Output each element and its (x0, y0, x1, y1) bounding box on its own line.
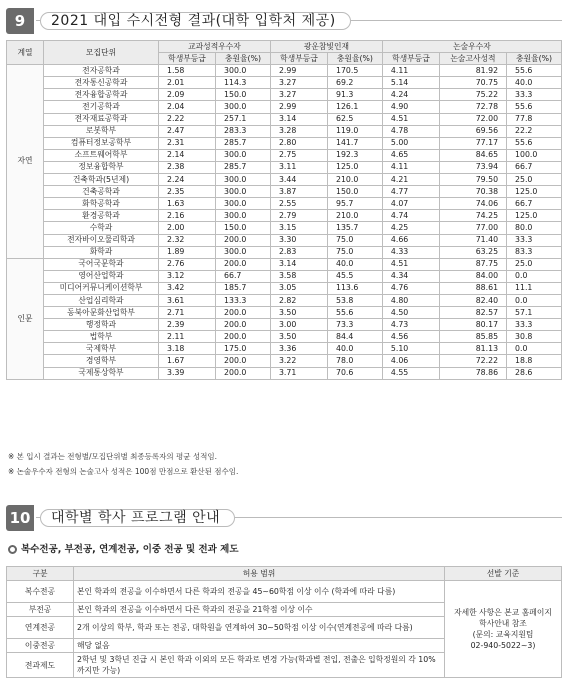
value-cell: 3.28 (270, 125, 327, 137)
unit-cell: 환경공학과 (44, 210, 159, 222)
program-scope: 본인 학과의 전공을 이수하면서 다른 학과의 전공을 21학점 이상 이수 (74, 603, 445, 617)
program-scope: 2학년 및 3학년 진급 시 본인 학과 이외의 모든 학과로 변경 가능(학과별 전입, 전출은 입학정원의 각 10%까지만 가능) (74, 653, 445, 678)
value-cell: 4.34 (382, 270, 439, 282)
value-cell: 77.17 (439, 137, 506, 149)
table-row (7, 319, 562, 331)
value-cell: 4.25 (382, 222, 439, 234)
value-cell: 4.78 (382, 125, 439, 137)
table-row (7, 343, 562, 355)
value-cell: 72.22 (439, 355, 506, 367)
value-cell: 81.13 (439, 343, 506, 355)
value-cell: 71.40 (439, 234, 506, 246)
unit-cell: 동북아문화산업학부 (44, 307, 159, 319)
value-cell: 11.1 (507, 282, 562, 294)
value-cell: 75.0 (327, 234, 382, 246)
value-cell: 2.83 (270, 246, 327, 258)
value-cell: 70.75 (439, 77, 506, 89)
table-row (7, 331, 562, 343)
value-cell: 91.3 (327, 89, 382, 101)
value-cell: 113.6 (327, 282, 382, 294)
unit-cell: 컴퓨터정보공학부 (44, 137, 159, 149)
value-cell: 119.0 (327, 125, 382, 137)
value-cell: 3.87 (270, 186, 327, 198)
track-cell: 인문 (7, 258, 44, 379)
note: ※ 논술우수자 전형의 논술고사 성적은 100점 만점으로 환산된 점수임. (8, 467, 239, 476)
value-cell: 72.00 (439, 113, 506, 125)
unit-cell: 법학부 (44, 331, 159, 343)
value-cell: 300.0 (216, 246, 271, 258)
unit-cell: 경영학부 (44, 355, 159, 367)
value-cell: 4.76 (382, 282, 439, 294)
unit-cell: 국제학부 (44, 343, 159, 355)
value-cell: 5.00 (382, 137, 439, 149)
table-row (7, 161, 562, 173)
value-cell: 200.0 (216, 307, 271, 319)
value-cell: 3.18 (159, 343, 216, 355)
value-cell: 4.11 (382, 65, 439, 77)
table-row (7, 125, 562, 137)
notes (8, 449, 238, 479)
value-cell: 66.7 (507, 161, 562, 173)
value-cell: 85.85 (439, 331, 506, 343)
table-row (7, 89, 562, 101)
value-cell: 200.0 (216, 331, 271, 343)
value-cell: 3.39 (159, 367, 216, 379)
value-cell: 3.50 (270, 331, 327, 343)
program-subtitle-text: 복수전공, 부전공, 연계전공, 이중 전공 및 전과 제도 (21, 544, 239, 555)
value-cell: 84.4 (327, 331, 382, 343)
value-cell: 4.56 (382, 331, 439, 343)
value-cell: 0.0 (507, 270, 562, 282)
value-cell: 1.63 (159, 198, 216, 210)
value-cell: 114.3 (216, 77, 271, 89)
value-cell: 200.0 (216, 234, 271, 246)
value-cell: 82.40 (439, 294, 506, 306)
value-cell: 70.38 (439, 186, 506, 198)
value-cell: 4.11 (382, 161, 439, 173)
value-cell: 1.89 (159, 246, 216, 258)
value-cell: 185.7 (216, 282, 271, 294)
value-cell: 2.38 (159, 161, 216, 173)
value-cell: 78.0 (327, 355, 382, 367)
value-cell: 75.22 (439, 89, 506, 101)
value-cell: 2.39 (159, 319, 216, 331)
value-cell: 3.61 (159, 294, 216, 306)
value-cell: 30.8 (507, 331, 562, 343)
value-cell: 300.0 (216, 186, 271, 198)
table-row (7, 137, 562, 149)
value-cell: 300.0 (216, 198, 271, 210)
value-cell: 62.5 (327, 113, 382, 125)
group-b: 광운참빛인재 (270, 41, 382, 53)
unit-cell: 전자통신공학과 (44, 77, 159, 89)
unit-cell: 전자재료공학과 (44, 113, 159, 125)
col-scope: 허용 범위 (74, 567, 445, 581)
sub-b1: 학생부등급 (270, 53, 327, 65)
sub-c2: 논술고사성적 (439, 53, 506, 65)
value-cell: 200.0 (216, 367, 271, 379)
value-cell: 82.57 (439, 307, 506, 319)
value-cell: 283.3 (216, 125, 271, 137)
program-kind: 부전공 (7, 603, 74, 617)
value-cell: 4.21 (382, 174, 439, 186)
sub-c3: 충원율(%) (507, 53, 562, 65)
value-cell: 77.8 (507, 113, 562, 125)
unit-cell: 화학공학과 (44, 198, 159, 210)
value-cell: 66.7 (507, 198, 562, 210)
value-cell: 4.90 (382, 101, 439, 113)
table-row (7, 282, 562, 294)
unit-cell: 건축공학과 (44, 186, 159, 198)
unit-cell: 수학과 (44, 222, 159, 234)
value-cell: 257.1 (216, 113, 271, 125)
value-cell: 33.3 (507, 89, 562, 101)
value-cell: 4.77 (382, 186, 439, 198)
value-cell: 4.55 (382, 367, 439, 379)
col-track: 계열 (7, 41, 44, 65)
value-cell: 3.36 (270, 343, 327, 355)
value-cell: 2.00 (159, 222, 216, 234)
value-cell: 55.6 (507, 101, 562, 113)
value-cell: 2.14 (159, 149, 216, 161)
value-cell: 2.11 (159, 331, 216, 343)
value-cell: 150.0 (216, 222, 271, 234)
value-cell: 66.7 (216, 270, 271, 282)
value-cell: 53.8 (327, 294, 382, 306)
value-cell: 2.82 (270, 294, 327, 306)
value-cell: 2.75 (270, 149, 327, 161)
value-cell: 3.14 (270, 258, 327, 270)
value-cell: 4.50 (382, 307, 439, 319)
section-title-text: 대학별 학사 프로그램 안내 (40, 509, 235, 527)
value-cell: 2.35 (159, 186, 216, 198)
admission-results-table (6, 40, 562, 380)
value-cell: 2.31 (159, 137, 216, 149)
table-row (7, 294, 562, 306)
group-c: 논술우수자 (382, 41, 561, 53)
group-a: 교과성적우수자 (159, 41, 271, 53)
value-cell: 175.0 (216, 343, 271, 355)
value-cell: 133.3 (216, 294, 271, 306)
table-row (7, 101, 562, 113)
value-cell: 2.80 (270, 137, 327, 149)
section-number: 10 (6, 505, 34, 531)
value-cell: 300.0 (216, 101, 271, 113)
value-cell: 3.27 (270, 89, 327, 101)
value-cell: 69.2 (327, 77, 382, 89)
value-cell: 28.6 (507, 367, 562, 379)
value-cell: 4.07 (382, 198, 439, 210)
program-kind: 이중전공 (7, 639, 74, 653)
value-cell: 78.86 (439, 367, 506, 379)
value-cell: 2.47 (159, 125, 216, 137)
value-cell: 4.51 (382, 258, 439, 270)
value-cell: 210.0 (327, 210, 382, 222)
value-cell: 5.10 (382, 343, 439, 355)
value-cell: 40.0 (327, 343, 382, 355)
value-cell: 33.3 (507, 319, 562, 331)
unit-cell: 국제통상학부 (44, 367, 159, 379)
value-cell: 2.09 (159, 89, 216, 101)
criteria-line: 자세한 사항은 본교 홈페이지 (454, 608, 552, 617)
value-cell: 70.6 (327, 367, 382, 379)
value-cell: 3.58 (270, 270, 327, 282)
value-cell: 45.5 (327, 270, 382, 282)
unit-cell: 미디어커뮤니케이션학부 (44, 282, 159, 294)
value-cell: 2.32 (159, 234, 216, 246)
value-cell: 125.0 (507, 210, 562, 222)
value-cell: 3.71 (270, 367, 327, 379)
unit-cell: 전기공학과 (44, 101, 159, 113)
sub-b2: 충원율(%) (327, 53, 382, 65)
value-cell: 22.2 (507, 125, 562, 137)
unit-cell: 전자융합공학과 (44, 89, 159, 101)
section-9-header (6, 8, 562, 34)
value-cell: 73.94 (439, 161, 506, 173)
value-cell: 1.58 (159, 65, 216, 77)
unit-cell: 전자공학과 (44, 65, 159, 77)
unit-cell: 로봇학부 (44, 125, 159, 137)
value-cell: 57.1 (507, 307, 562, 319)
value-cell: 4.06 (382, 355, 439, 367)
value-cell: 285.7 (216, 137, 271, 149)
value-cell: 84.00 (439, 270, 506, 282)
value-cell: 33.3 (507, 234, 562, 246)
value-cell: 4.24 (382, 89, 439, 101)
value-cell: 5.14 (382, 77, 439, 89)
value-cell: 95.7 (327, 198, 382, 210)
value-cell: 2.04 (159, 101, 216, 113)
section-number: 9 (6, 8, 34, 34)
value-cell: 25.0 (507, 258, 562, 270)
section-title-text: 2021 대입 수시전형 결과(대학 입학처 제공) (40, 12, 351, 30)
value-cell: 192.3 (327, 149, 382, 161)
value-cell: 4.33 (382, 246, 439, 258)
value-cell: 3.00 (270, 319, 327, 331)
value-cell: 87.75 (439, 258, 506, 270)
value-cell: 200.0 (216, 258, 271, 270)
table-row (7, 113, 562, 125)
track-cell: 자연 (7, 65, 44, 259)
value-cell: 3.44 (270, 174, 327, 186)
program-table (6, 566, 562, 678)
value-cell: 74.06 (439, 198, 506, 210)
value-cell: 1.67 (159, 355, 216, 367)
sub-a1: 학생부등급 (159, 53, 216, 65)
value-cell: 81.92 (439, 65, 506, 77)
value-cell: 0.0 (507, 294, 562, 306)
value-cell: 300.0 (216, 149, 271, 161)
col-kind: 구분 (7, 567, 74, 581)
table-row (7, 174, 562, 186)
section-10-header (6, 505, 562, 531)
program-scope: 본인 학과의 전공을 이수하면서 다른 학과의 전공을 45~60학점 이상 이수 (학과에 따라 다름) (74, 581, 445, 603)
unit-cell: 전자바이오물리학과 (44, 234, 159, 246)
value-cell: 300.0 (216, 210, 271, 222)
value-cell: 300.0 (216, 174, 271, 186)
table-row (7, 77, 562, 89)
value-cell: 80.0 (507, 222, 562, 234)
value-cell: 4.51 (382, 113, 439, 125)
program-scope: 해당 없음 (74, 639, 445, 653)
table-row (7, 307, 562, 319)
value-cell: 285.7 (216, 161, 271, 173)
value-cell: 3.50 (270, 307, 327, 319)
value-cell: 3.42 (159, 282, 216, 294)
value-cell: 74.25 (439, 210, 506, 222)
value-cell: 125.0 (327, 161, 382, 173)
value-cell: 3.11 (270, 161, 327, 173)
value-cell: 84.65 (439, 149, 506, 161)
table-row (7, 367, 562, 379)
value-cell: 69.56 (439, 125, 506, 137)
value-cell: 3.12 (159, 270, 216, 282)
value-cell: 2.76 (159, 258, 216, 270)
value-cell: 170.5 (327, 65, 382, 77)
value-cell: 3.27 (270, 77, 327, 89)
value-cell: 55.6 (327, 307, 382, 319)
table-row (7, 186, 562, 198)
program-scope: 2개 이상의 학부, 학과 또는 전공, 대학원을 연계하여 30~50학점 이상 이수(연계전공에 따라 다름) (74, 617, 445, 639)
program-subtitle (8, 541, 239, 555)
value-cell: 2.24 (159, 174, 216, 186)
value-cell: 25.0 (507, 174, 562, 186)
table-row (7, 222, 562, 234)
table-row (7, 246, 562, 258)
value-cell: 75.0 (327, 246, 382, 258)
table-row (7, 65, 562, 77)
value-cell: 210.0 (327, 174, 382, 186)
criteria-line: 02-940-5022~3) (470, 641, 536, 650)
table-row (7, 210, 562, 222)
value-cell: 88.61 (439, 282, 506, 294)
value-cell: 300.0 (216, 65, 271, 77)
value-cell: 3.14 (270, 113, 327, 125)
col-criteria: 선발 기준 (445, 567, 562, 581)
value-cell: 2.55 (270, 198, 327, 210)
value-cell: 40.0 (507, 77, 562, 89)
value-cell: 2.16 (159, 210, 216, 222)
value-cell: 4.66 (382, 234, 439, 246)
value-cell: 2.71 (159, 307, 216, 319)
unit-cell: 화학과 (44, 246, 159, 258)
unit-cell: 산업심리학과 (44, 294, 159, 306)
value-cell: 200.0 (216, 355, 271, 367)
value-cell: 72.78 (439, 101, 506, 113)
value-cell: 0.0 (507, 343, 562, 355)
table-row (7, 234, 562, 246)
table-row (7, 355, 562, 367)
sub-c1: 학생부등급 (382, 53, 439, 65)
value-cell: 141.7 (327, 137, 382, 149)
value-cell: 83.3 (507, 246, 562, 258)
value-cell: 3.30 (270, 234, 327, 246)
value-cell: 100.0 (507, 149, 562, 161)
value-cell: 135.7 (327, 222, 382, 234)
unit-cell: 국어국문학과 (44, 258, 159, 270)
value-cell: 2.01 (159, 77, 216, 89)
value-cell: 63.25 (439, 246, 506, 258)
criteria-line: (문의: 교육지원팀 (472, 630, 534, 639)
value-cell: 150.0 (327, 186, 382, 198)
value-cell: 40.0 (327, 258, 382, 270)
section-title (40, 8, 351, 34)
value-cell: 150.0 (216, 89, 271, 101)
value-cell: 80.17 (439, 319, 506, 331)
unit-cell: 건축학과(5년제) (44, 174, 159, 186)
results-body (7, 65, 562, 379)
criteria-line: 학사안내 참조 (479, 619, 527, 628)
program-criteria (445, 581, 562, 678)
value-cell: 4.80 (382, 294, 439, 306)
value-cell: 4.74 (382, 210, 439, 222)
value-cell: 79.50 (439, 174, 506, 186)
value-cell: 2.79 (270, 210, 327, 222)
program-kind: 전과제도 (7, 653, 74, 678)
unit-cell: 행정학과 (44, 319, 159, 331)
unit-cell: 정보융합학부 (44, 161, 159, 173)
unit-cell: 영어산업학과 (44, 270, 159, 282)
bullet-icon (8, 545, 17, 554)
value-cell: 2.99 (270, 65, 327, 77)
value-cell: 4.73 (382, 319, 439, 331)
program-kind: 연계전공 (7, 617, 74, 639)
value-cell: 73.3 (327, 319, 382, 331)
value-cell: 3.05 (270, 282, 327, 294)
value-cell: 77.00 (439, 222, 506, 234)
table-row (7, 149, 562, 161)
value-cell: 3.22 (270, 355, 327, 367)
value-cell: 125.0 (507, 186, 562, 198)
value-cell: 2.99 (270, 101, 327, 113)
value-cell: 18.8 (507, 355, 562, 367)
value-cell: 55.6 (507, 137, 562, 149)
unit-cell: 소프트웨어학부 (44, 149, 159, 161)
program-kind: 복수전공 (7, 581, 74, 603)
sub-a2: 충원율(%) (216, 53, 271, 65)
value-cell: 55.6 (507, 65, 562, 77)
value-cell: 200.0 (216, 319, 271, 331)
section-title (40, 505, 235, 531)
value-cell: 4.65 (382, 149, 439, 161)
value-cell: 2.22 (159, 113, 216, 125)
col-unit: 모집단위 (44, 41, 159, 65)
table-row (7, 258, 562, 270)
table-row (7, 198, 562, 210)
note: ※ 본 입시 결과는 전형별/모집단위별 최종등록자의 평균 성적임. (8, 452, 218, 461)
value-cell: 126.1 (327, 101, 382, 113)
value-cell: 3.15 (270, 222, 327, 234)
table-row (7, 270, 562, 282)
